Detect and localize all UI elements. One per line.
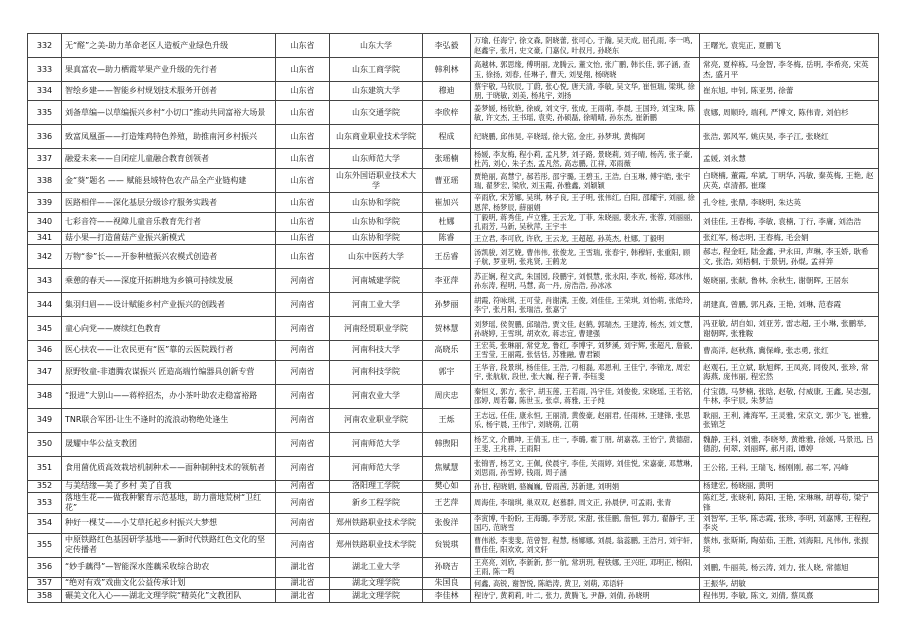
mentors-cell: 王曙光, 袁宪正, 夏鹏飞	[700, 34, 879, 58]
project-name-cell: 医路相伴——深化基层分级诊疗服务实践者	[62, 193, 276, 212]
team-members-cell: 姜梦媛, 杨钦艳, 徐威, 刘文宇, 张成, 王雨萌, 李晨, 王国玲, 刘宝珠, 陈敏, 许文杰, 王书瑶, 袁奕, 孙硕磊, 徐晴晴, 孙东杰, 崔新鹏	[471, 101, 700, 125]
mentors-cell: 张红军, 杨志明, 王春梅, 毛会娟	[700, 232, 879, 245]
province-cell: 河南省	[276, 432, 330, 456]
project-name-cell: 七彩音符——视障儿童音乐教育先行者	[62, 212, 276, 231]
school-name-cell: 山东协和学院	[330, 232, 423, 245]
school-name-cell: 山东交通学院	[330, 101, 423, 125]
row-number-cell: 354	[28, 513, 62, 533]
team-members-cell: 胡霞, 符咏琪, 王可莹, 肖谢满, 王俊, 刘佳佳, 王荣琪, 刘怡萌, 张皓玲, 李宁, 张月阳, 张瑞洁, 张嘉宁	[471, 293, 700, 317]
row-number-cell: 353	[28, 492, 62, 513]
row-number-cell: 340	[28, 212, 62, 231]
table-row	[28, 58, 879, 82]
table-row	[28, 101, 879, 125]
team-members-cell: 张锦晋, 杨艺文, 王佩, 侯晨宇, 李佳, 关雨婷, 刘佳悦, 宋嘉豪, 邓慧琳, 刘思雨, 孙雪婷, 钱雨, 周子涵	[471, 456, 700, 480]
school-name-cell: 山东建筑大学	[330, 82, 423, 101]
project-name-cell: 万物“参”长——开参种植振兴农模式创造者	[62, 245, 276, 269]
province-cell: 山东省	[276, 58, 330, 82]
province-cell: 河南省	[276, 360, 330, 384]
mentors-cell: 张浩, 郭风军, 姚庆昊, 李子江, 张晓红	[700, 125, 879, 149]
team-members-cell: 王宏英, 张琳丽, 常党龙, 鲁红, 李博宇, 刘梦溪, 刘宇辉, 张超凡, 詹毅, 王雪莹, 王丽霞, 张恬恬, 苏雅融, 曹君颖	[471, 341, 700, 360]
team-leader-cell: 朱国良	[423, 577, 471, 589]
province-cell: 山东省	[276, 82, 330, 101]
province-cell: 山东省	[276, 245, 330, 269]
project-name-cell: 食用菌优质高效栽培机制种术——面种制种技术的领航者	[62, 456, 276, 480]
school-name-cell: 湖北文理学院	[330, 577, 423, 589]
table-row	[28, 212, 879, 231]
row-number-cell: 339	[28, 193, 62, 212]
team-leader-cell: 陈睿	[423, 232, 471, 245]
team-leader-cell: 高晓乐	[423, 341, 471, 360]
project-name-cell: 金“葵”题名 —— 赋能县域特色农产品全产业链构建	[62, 169, 276, 193]
mentors-cell: 袁娜, 周顺玲, 端利, 严博文, 陈伟青, 刘伯杉	[700, 101, 879, 125]
mentors-cell: 蔡炜, 张斯斯, 陶茹茹, 王胜, 刘海阳, 凡伟伟, 张振琰	[700, 533, 879, 557]
province-cell: 河南省	[276, 533, 330, 557]
project-name-cell: 刘备草编—以草编振兴乡村“小切口”推动共同富裕大场景	[62, 101, 276, 125]
province-cell: 河南省	[276, 269, 330, 293]
school-name-cell: 湖北工业大学	[330, 557, 423, 577]
table-row	[28, 589, 879, 602]
project-name-cell: 种好一棵艾——小艾草托起乡村振兴大梦想	[62, 513, 276, 533]
school-name-cell: 河南城建学院	[330, 269, 423, 293]
team-members-cell: 程诗宁, 黄莉莉, 叶二, 张力, 黄腾飞, 尹静, 刘倩, 孙晓明	[471, 589, 700, 602]
table-row	[28, 492, 879, 513]
row-number-cell: 334	[28, 82, 62, 101]
mentors-cell: 孟媛, 刘永慧	[700, 149, 879, 169]
province-cell: 河南省	[276, 456, 330, 480]
province-cell: 湖北省	[276, 577, 330, 589]
project-name-cell: “绝对有戏”戏曲文化公益传承计划	[62, 577, 276, 589]
province-cell: 山东省	[276, 193, 330, 212]
row-number-cell: 348	[28, 384, 62, 408]
project-name-cell: “报进”大别山——蒋梓招杰，办小茶叶助农走稳富裕路	[62, 384, 276, 408]
team-leader-cell: 孙晓吉	[423, 557, 471, 577]
school-name-cell: 洛阳理工学院	[330, 480, 423, 492]
team-members-cell: 杨艺文, 介鹏坤, 王倩玉, 庄一, 李璐, 霍丁朋, 胡嘉荔, 王怡宁, 黄德甜, 王斐, 王兆祥, 王雨阳	[471, 432, 700, 456]
school-name-cell: 河南科技学院	[330, 360, 423, 384]
team-leader-cell: 张瑶楠	[423, 149, 471, 169]
project-name-cell: 果真富农—助力栖霞苹果产业升级的先行者	[62, 58, 276, 82]
mentors-cell: 胡建真, 曾鹏, 郭凡森, 王艳, 刘琳, 范春霞	[700, 293, 879, 317]
team-members-cell: 王立君, 李可欣, 许欣, 王云龙, 王超超, 孙英杰, 杜娜, 丁毅明	[471, 232, 700, 245]
mentors-cell: 姬晓丽, 张献, 鲁林, 余秋生, 谢朝晖, 王居东	[700, 269, 879, 293]
team-members-cell: 王志远, 任佳, 康永恒, 王丽清, 黄俊豪, 赵丽君, 任雨林, 王建锋, 张思乐, 杨宇晨, 王伟宁, 刘晓萌, 江萌	[471, 408, 700, 432]
row-number-cell: 335	[28, 101, 62, 125]
row-number-cell: 356	[28, 557, 62, 577]
team-members-cell: 何鑫, 高锐, 谢智悦, 陈皓涛, 黄卫, 刘萌, 邓语轩	[471, 577, 700, 589]
province-cell: 河南省	[276, 492, 330, 513]
team-members-cell: 纪晓鹏, 邱伟昊, 辛晓瑶, 徐大铭, 金庄, 孙梦琪, 黄梅阿	[471, 125, 700, 149]
table-row	[28, 125, 879, 149]
table-row	[28, 432, 879, 456]
table-row	[28, 341, 879, 360]
table-row	[28, 533, 879, 557]
team-members-cell: 秦恒义, 郭方, 张宇, 胡玉莲, 王若雨, 冯宇佳, 刘俊俊, 宋晓瑶, 王若铭, 邵婷, 周若馨, 陈世玉, 张卓, 蒋雅, 王子纯	[471, 384, 700, 408]
project-name-cell: 乘憩的春天——深度开拓耕地为乡镇可持续发展	[62, 269, 276, 293]
province-cell: 山东省	[276, 125, 330, 149]
project-name-cell: 童心向党——赓续红色教育	[62, 317, 276, 341]
province-cell: 山东省	[276, 101, 330, 125]
table-row	[28, 245, 879, 269]
school-name-cell: 河南工业大学	[330, 293, 423, 317]
team-leader-cell: 李弘毅	[423, 34, 471, 58]
team-members-cell: 蔡宇敬, 马钦辰, 丁蔚, 张心悦, 唐天清, 李敏, 吴文华, 崔恒瑞, 梁琪, 徐朋, 于晓敏, 刘美, 杨兆宇, 刘扬	[471, 82, 700, 101]
team-leader-cell: 樊心如	[423, 480, 471, 492]
row-number-cell: 336	[28, 125, 62, 149]
row-number-cell: 338	[28, 169, 62, 193]
mentors-cell: 常亮, 夏梓栋, 马金智, 李冬梅, 岳明, 李希亮, 宋英杰, 盛月平	[700, 58, 879, 82]
school-name-cell: 山东协和学院	[330, 212, 423, 231]
table-row	[28, 384, 879, 408]
school-name-cell: 河南科技大学	[330, 341, 423, 360]
row-number-cell: 350	[28, 432, 62, 456]
table-row	[28, 293, 879, 317]
province-cell: 河南省	[276, 408, 330, 432]
mentors-cell: 赵观石, 王立斌, 耿旭辉, 王凤亮, 同俊风, 张珍, 常海燕, 庞伟丽, 程宏然	[700, 360, 879, 384]
mentors-cell: 付宝德, 马梦楠, 张晗, 赵敬, 付威康, 王鑫, 吴志强, 牛林, 李宇辰, 朱梦洁	[700, 384, 879, 408]
table-row	[28, 513, 879, 533]
mentors-cell: 王振华, 胡敏	[700, 577, 879, 589]
mentors-cell: 程伟男, 李敏, 陈文, 刘倩, 蔡凤熹	[700, 589, 879, 602]
project-name-cell: 晟耀中华公益支教团	[62, 432, 276, 456]
row-number-cell: 345	[28, 317, 62, 341]
table-row	[28, 193, 879, 212]
team-leader-cell: 郭宇	[423, 360, 471, 384]
province-cell: 河南省	[276, 341, 330, 360]
mentors-cell: 冯亚敏, 胡自如, 刘亚芳, 雷志超, 王小琳, 张鹏举, 谢朝晖, 张雅鞍	[700, 317, 879, 341]
province-cell: 山东省	[276, 34, 330, 58]
mentors-cell: 曹高洋, 赵秋燕, 冀保峰, 张志勇, 张红	[700, 341, 879, 360]
mentors-cell: 耿丽, 王利, 滩海军, 王灵雅, 宋京文, 郭少飞, 崔雅, 张锦芝	[700, 408, 879, 432]
team-members-cell: 苏正娴, 程文武, 朱国园, 段鹏宇, 刘恨慧, 张永阳, 李欢, 杨裕, 郑冰伟, 孙东涛, 程明, 马慧, 高一丹, 房浩浩, 孙冰冰	[471, 269, 700, 293]
project-name-cell: 无“醛”之美-助力革命老区人造板产业绿色升级	[62, 34, 276, 58]
project-name-cell: 智绘乡建——智能乡村规划技术服务开创者	[62, 82, 276, 101]
row-number-cell: 352	[28, 480, 62, 492]
project-table	[27, 33, 879, 603]
project-name-cell: 致富凤凰蛋——打造雉鸡特色养殖，助推南河乡村振兴	[62, 125, 276, 149]
row-number-cell: 343	[28, 269, 62, 293]
province-cell: 湖北省	[276, 557, 330, 577]
mentors-cell: 王公铭, 王科, 王瑞飞, 杨刚刚, 郝二军, 冯峰	[700, 456, 879, 480]
school-name-cell: 郑州铁路职业技术学院	[330, 533, 423, 557]
table-row	[28, 232, 879, 245]
mentors-cell: 刘鹏, 牛丽英, 杨云涛, 刘力, 张人晓, 常德旭	[700, 557, 879, 577]
mentors-cell: 杨建宏, 杨晓丽, 黄明	[700, 480, 879, 492]
school-name-cell: 山东中医药大学	[330, 245, 423, 269]
row-number-cell: 358	[28, 589, 62, 602]
team-leader-cell: 贺林慧	[423, 317, 471, 341]
table-row	[28, 34, 879, 58]
team-members-cell: 万瑜, 任海宁, 徐文森, 阴晓蕾, 张可心, 于瀚, 吴天成, 屈孔雨, 李一鸣, 赵鑫宇, 张月, 史文豪, 门嘉仪, 叶叔月, 孙晓东	[471, 34, 700, 58]
row-number-cell: 344	[28, 293, 62, 317]
province-cell: 河南省	[276, 293, 330, 317]
project-name-cell: TNR联合军团-让生不逢时的流浪动物绝处逢生	[62, 408, 276, 432]
project-name-cell: 融爱未来——自闭症儿童融合教育创领者	[62, 149, 276, 169]
table-body	[28, 34, 879, 603]
province-cell: 山东省	[276, 212, 330, 231]
row-number-cell: 341	[28, 232, 62, 245]
school-name-cell: 山东大学	[330, 34, 423, 58]
team-members-cell: 孙甘, 程晓娟, 骆巍巍, 曾雨茜, 苏新建, 刘明娟	[471, 480, 700, 492]
province-cell: 山东省	[276, 149, 330, 169]
school-name-cell: 山东师范大学	[330, 149, 423, 169]
project-name-cell: “妙手藕得”—智能深水莲藕采收综合助农	[62, 557, 276, 577]
team-leader-cell: 周庆忠	[423, 384, 471, 408]
mentors-cell: 崔东旭, 申钊, 陈亚男, 徐蕾	[700, 82, 879, 101]
province-cell: 河南省	[276, 317, 330, 341]
school-name-cell: 河南农业大学	[330, 384, 423, 408]
table-row	[28, 480, 879, 492]
school-name-cell: 河南师范大学	[330, 456, 423, 480]
team-members-cell: 杨媛, 李友梅, 程小莉, 孟凡梦, 刘子路, 景晓莉, 刘子晴, 杨芮, 张子豪, 杜芮, 刘心, 朱子杰, 孟凡然, 高志鹏, 江祥, 邓雨薇	[471, 149, 700, 169]
project-name-cell: 医心扶农——让农民更有“医”靠的云医院践行者	[62, 341, 276, 360]
team-members-cell: 汤凯骏, 刘艺娩, 曹伟伟, 张俊龙, 王雪瑞, 张春宇, 韩穆轩, 张重阳, 顾子航, 罗亚明, 张兆贤, 王鹤龙	[471, 245, 700, 269]
team-members-cell: 丁毅明, 蒋秀佳, 卢立雅, 王云龙, 丁菲, 朱晓丽, 裴永卉, 张蓉, 刘丽丽, 孔雨芳, 马新, 吴秋萍, 王宇丰	[471, 212, 700, 231]
project-name-cell: 与美结缘—美了乡村 美了自我	[62, 480, 276, 492]
row-number-cell: 346	[28, 341, 62, 360]
school-name-cell: 山东外国语职业技术大学	[330, 169, 423, 193]
row-number-cell: 332	[28, 34, 62, 58]
province-cell: 河南省	[276, 384, 330, 408]
team-leader-cell: 穆迪	[423, 82, 471, 101]
team-leader-cell: 李亚萍	[423, 269, 471, 293]
project-name-cell: 菇小果—打造菌菇产业振兴新模式	[62, 232, 276, 245]
mentors-cell: 魏静, 王科, 刘雅, 李晓琴, 黄维雅, 徐媛, 马景迅, 吕德韵, 何翠, 刘丽晖, 郝月雨, 谭婷	[700, 432, 879, 456]
school-name-cell: 郑州铁路职业技术学院	[330, 513, 423, 533]
school-name-cell: 河南师范大学	[330, 432, 423, 456]
project-name-cell: 集羽归眉——设计赋能乡村产业振兴的创践者	[62, 293, 276, 317]
team-leader-cell: 韩利林	[423, 58, 471, 82]
team-leader-cell: 杜娜	[423, 212, 471, 231]
province-cell: 山东省	[276, 232, 330, 245]
row-number-cell: 342	[28, 245, 62, 269]
table-row	[28, 408, 879, 432]
team-leader-cell: 王岳睿	[423, 245, 471, 269]
team-leader-cell: 李佳林	[423, 589, 471, 602]
school-name-cell: 新乡工程学院	[330, 492, 423, 513]
team-leader-cell: 贠锐琪	[423, 533, 471, 557]
mentors-cell: 刘佳佳, 王春梅, 李敏, 袁楠, 丁行, 李庸, 刘浩浩	[700, 212, 879, 231]
project-name-cell: 落地生花——做我种繁育示范基地，助力凿地荒树“卫红花”	[62, 492, 276, 513]
row-number-cell: 349	[28, 408, 62, 432]
school-name-cell: 山东协和学院	[330, 193, 423, 212]
team-leader-cell: 崔加兴	[423, 193, 471, 212]
row-number-cell: 357	[28, 577, 62, 589]
project-name-cell: 原野牧童-非遗腾农谋振兴 匠造高端竹编器具创新专营	[62, 360, 276, 384]
table-row	[28, 169, 879, 193]
row-number-cell: 337	[28, 149, 62, 169]
row-number-cell: 355	[28, 533, 62, 557]
team-leader-cell: 李欣梓	[423, 101, 471, 125]
school-name-cell: 河南农业职业学院	[330, 408, 423, 432]
team-leader-cell: 孙梦丽	[423, 293, 471, 317]
team-members-cell: 王华音, 段景琪, 杨佳佳, 王浩, 刁相磊, 邓恩利, 王佳宁, 李锦龙, 周宏宇, 张航航, 段世, 张大巍, 程子菁, 李钰斐	[471, 360, 700, 384]
table-row	[28, 360, 879, 384]
school-name-cell: 山东商业职业技术学院	[330, 125, 423, 149]
table-row	[28, 269, 879, 293]
province-cell: 山东省	[276, 169, 330, 193]
province-cell: 河南省	[276, 513, 330, 533]
province-cell: 河南省	[276, 480, 330, 492]
mentors-cell: 孔令桂, 张鼎, 李晓明, 朱达英	[700, 193, 879, 212]
table-row	[28, 557, 879, 577]
mentors-cell: 白晓楠, 董霞, 牟斌, 丁明华, 冯敏, 秦英梅, 王艳, 赵庆英, 卓清都, 崔璨	[700, 169, 879, 193]
team-members-cell: 刘梦瑶, 侯贺鹏, 邱瑞浩, 贾文佳, 赵鹤, 郭瑞杰, 王建涛, 杨杰, 刘文慧, 孙晓婷, 王雪琪, 胡欢欢, 蒋志宜, 曹建强	[471, 317, 700, 341]
team-leader-cell: 程成	[423, 125, 471, 149]
table-row	[28, 149, 879, 169]
province-cell: 湖北省	[276, 589, 330, 602]
team-leader-cell: 韩煦阳	[423, 432, 471, 456]
project-name-cell: 碾美文化入心——湖北文理学院“精英化”文教团队	[62, 589, 276, 602]
row-number-cell: 351	[28, 456, 62, 480]
team-leader-cell: 王烁	[423, 408, 471, 432]
school-name-cell: 山东工商学院	[330, 58, 423, 82]
row-number-cell: 333	[28, 58, 62, 82]
table-row	[28, 456, 879, 480]
team-members-cell: 李寅博, 牛盼盼, 王海璐, 李芳辰, 宋甜, 张佳鹏, 詹恒, 郭力, 翟静宇, 王国巧, 范晓雪	[471, 513, 700, 533]
mentors-cell: 陈红芝, 张晓利, 陈阳, 王艳, 宋琳琳, 胡尊苟, 梁宁锋	[700, 492, 879, 513]
team-leader-cell: 张俊洋	[423, 513, 471, 533]
school-name-cell: 河南经贸职业学院	[330, 317, 423, 341]
mentors-cell: 刘智军, 王华, 陈志霞, 张珍, 李明, 刘嘉博, 王程程, 李炎	[700, 513, 879, 533]
table-row	[28, 82, 879, 101]
team-members-cell: 曹伟淞, 李斐斐, 范曾智, 程慧, 杨娜娜, 刘晨, 翁蕊鹏, 王浩月, 刘宇轩, 曹佳佳, 阳欢欢, 刘文轩	[471, 533, 700, 557]
team-members-cell: 贾艳丽, 高慧宁, 郝若彤, 邵宇璐, 王碧玉, 王浩, 白玉琳, 傅宇皓, 张宇瑞, 翟梦宏, 梁欣, 刘玉霞, 孙雅鑫, 刘颖颖	[471, 169, 700, 193]
team-members-cell: 辛雨欣, 宋芳娜, 吴琪, 林子良, 王子明, 张伟红, 白阳, 邵耀宇, 刘丽, 徐恩萍, 杨梦辰, 薛丽娟	[471, 193, 700, 212]
team-members-cell: 周海佳, 李瑞琪, 巢双双, 赵慕群, 周文正, 孙晨伊, 可孟雨, 张青	[471, 492, 700, 513]
team-leader-cell: 曹亚瑶	[423, 169, 471, 193]
team-leader-cell: 王艺萍	[423, 492, 471, 513]
row-number-cell: 347	[28, 360, 62, 384]
project-name-cell: 中原铁路红色基因研学基地——新时代铁路红色文化的坚定传播者	[62, 533, 276, 557]
team-members-cell: 王亮亮, 刘欣, 李新新, 彭一航, 常玥玥, 程铁娜, 王兴旺, 邓明正, 杨阳, 王雨, 陈一鸣	[471, 557, 700, 577]
mentors-cell: 郝志, 程金旺, 陆金鑫, 尹永田, 声琳, 李玉娇, 耿希文, 张浩, 刘梧桐, 于景钥, 孙焜, 孟祥笄	[700, 245, 879, 269]
table-row	[28, 577, 879, 589]
table-row	[28, 317, 879, 341]
team-members-cell: 高越林, 郭思缘, 傅明丽, 龙腾云, 董文怡, 张广鹏, 韩长佳, 郭子涵, 查玉, 徐扬, 刘春, 任琳子, 曹天, 刘旻翔, 杨晓晓	[471, 58, 700, 82]
school-name-cell: 湖北文理学院	[330, 589, 423, 602]
team-leader-cell: 焦赋慧	[423, 456, 471, 480]
